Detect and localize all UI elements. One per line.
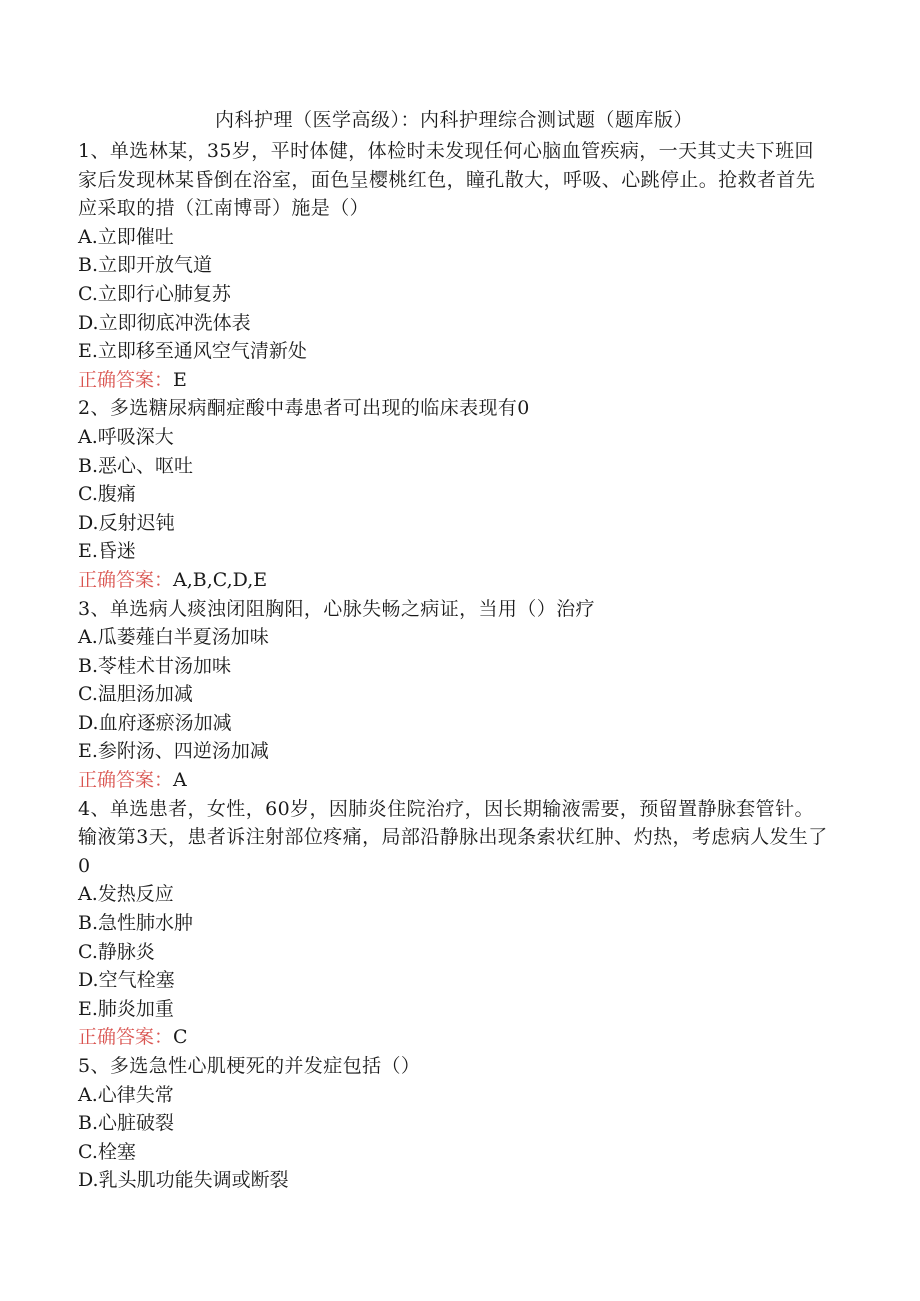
option-b: B.立即开放气道 xyxy=(78,254,213,277)
option-c: C.立即行心肺复苏 xyxy=(78,282,231,305)
option-e: E.参附汤、四逆汤加减 xyxy=(78,740,269,763)
correct-answer xyxy=(78,566,830,595)
answer-value: A xyxy=(173,769,187,792)
answer-value: A,B,C,D,E xyxy=(173,568,268,591)
question-text: 4、单选患者，女性，60岁，因肺炎住院治疗，因长期输液需要，预留置静脉套管针。输液第3天，患者诉注射部位疼痛，局部沿静脉出现条索状红肿、灼热，考虑病人发生了0 xyxy=(78,797,828,877)
option-c: C.腹痛 xyxy=(78,483,136,506)
answer-value: C xyxy=(173,1026,188,1049)
correct-answer xyxy=(78,766,830,795)
option-b: B.心脏破裂 xyxy=(78,1112,175,1135)
option-d: D.立即彻底冲洗体表 xyxy=(78,311,251,334)
question-text: 1、单选林某，35岁，平时体健，体检时未发现任何心脑血管疾病，一天其丈夫下班回家后发现林某昏倒在浴室，面色呈樱桃红色，瞳孔散大，呼吸、心跳停止。抢救者首先应采取的措（江南博哥）施是（） xyxy=(78,140,816,220)
option-c: C.温胆汤加减 xyxy=(78,683,193,706)
option-d: D.乳头肌功能失调或断裂 xyxy=(78,1169,289,1192)
option-e: E.昏迷 xyxy=(78,540,136,563)
option-d: D.反射迟钝 xyxy=(78,511,175,534)
option-a: A.心律失常 xyxy=(78,1083,174,1106)
correct-answer xyxy=(78,366,830,395)
option-e: E.立即移至通风空气清新处 xyxy=(78,340,307,363)
correct-answer xyxy=(78,1023,830,1052)
answer-label: 正确答案： xyxy=(78,1026,174,1049)
option-d: D.空气栓塞 xyxy=(78,969,175,992)
answer-label: 正确答案： xyxy=(78,769,174,792)
question-3 xyxy=(78,595,830,795)
question-text: 2、多选糖尿病酮症酸中毒患者可出现的临床表现有0 xyxy=(78,397,530,420)
answer-label: 正确答案： xyxy=(78,368,174,391)
question-1 xyxy=(78,137,830,394)
document-title: 内科护理（医学高级）：内科护理综合测试题（题库版） xyxy=(214,109,693,131)
answer-label: 正确答案： xyxy=(78,568,174,591)
option-a: A.瓜蒌薤白半夏汤加味 xyxy=(78,626,269,649)
option-a: A.呼吸深大 xyxy=(78,425,174,448)
option-b: B.苓桂术甘汤加味 xyxy=(78,654,232,677)
question-text: 5、多选急性心肌梗死的并发症包括（） xyxy=(78,1055,421,1077)
option-d: D.血府逐瘀汤加减 xyxy=(78,711,232,734)
question-text: 3、单选病人痰浊闭阻胸阳，心脉失畅之病证，当用（）治疗 xyxy=(78,597,595,620)
option-a: A.立即催吐 xyxy=(78,225,174,248)
option-a: A.发热反应 xyxy=(78,883,174,906)
option-e: E.肺炎加重 xyxy=(78,997,174,1020)
document-page xyxy=(78,106,830,1195)
question-2 xyxy=(78,394,830,594)
option-b: B.急性肺水肿 xyxy=(78,912,194,935)
option-b: B.恶心、呕吐 xyxy=(78,454,194,477)
answer-value: E xyxy=(173,368,187,391)
question-5 xyxy=(78,1052,830,1195)
option-c: C.静脉炎 xyxy=(78,940,155,963)
question-4 xyxy=(78,795,830,1052)
option-c: C.栓塞 xyxy=(78,1140,136,1163)
